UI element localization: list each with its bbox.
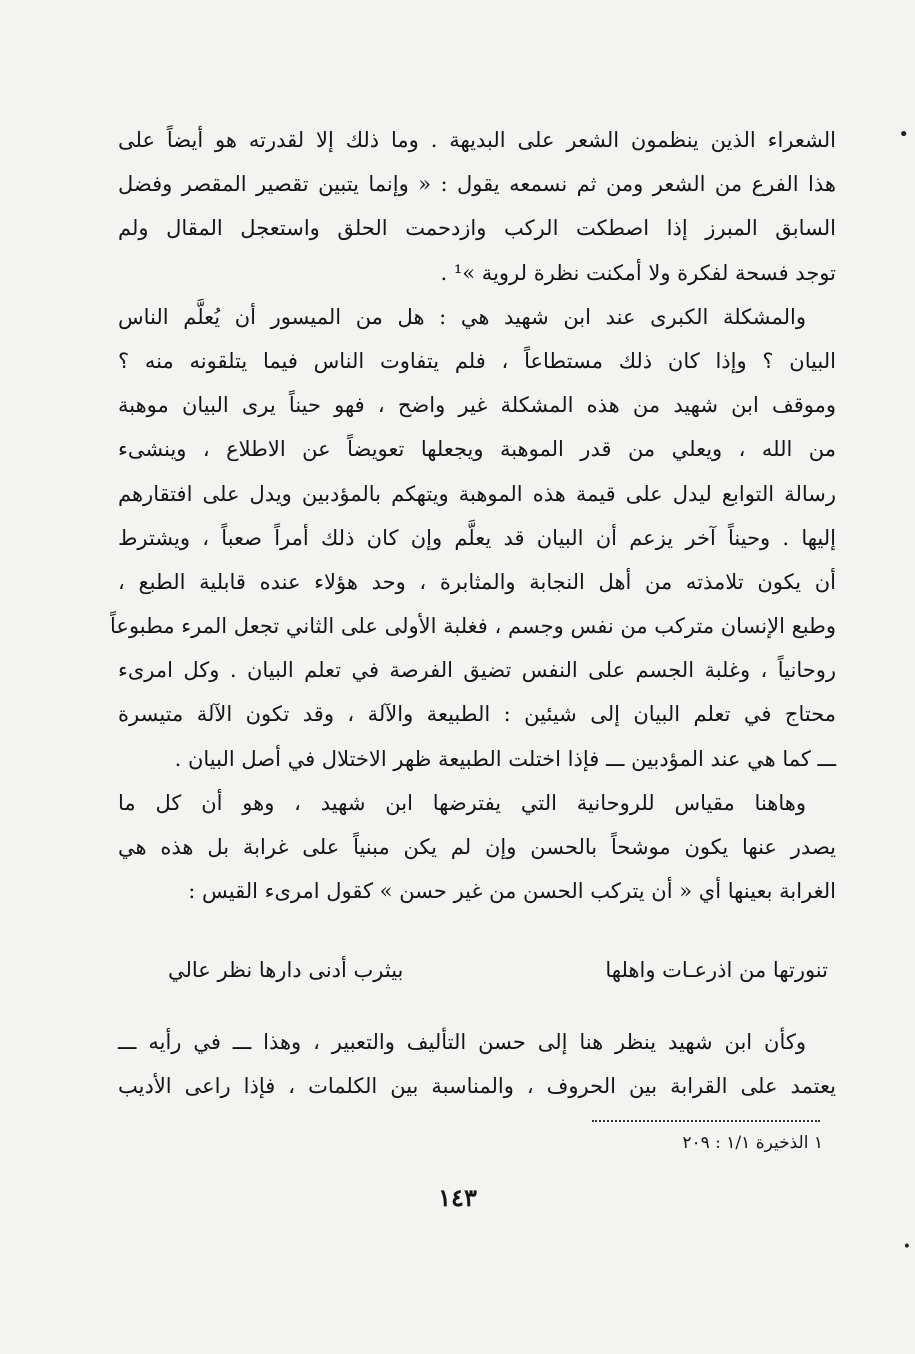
text-line: روحانياً ، وغلبة الجسم على النفس تضيق الفرصة في تعلم البيان . وكل امرىء <box>118 658 836 683</box>
text-line: إليها . وحيناً آخر يزعم أن البيان قد يعلَّم وإن كان ذلك أمراً صعباً ، ويشترط <box>118 525 836 550</box>
text-line: وكأن ابن شهيد ينظر هنا إلى حسن التأليف والتعبير ، وهذا ـــ في رأيه ـــ <box>118 1030 806 1054</box>
text-line: توجد فسحة لفكرة ولا أمكنت نظرة لروية »¹ . <box>440 260 836 285</box>
margin-mark-top: • <box>898 124 909 145</box>
verse-hemistich-second: بيثرب أدنى دارها نظر عالي <box>168 958 404 982</box>
text-line: يعتمد على القرابة بين الحروف ، والمناسبة بين الكلمات ، فإذا راعى الأديب <box>118 1074 836 1099</box>
margin-mark-bottom: • <box>902 1239 911 1255</box>
text-line: محتاج في تعلم البيان إلى شيئين : الطبيعة والآلة ، وقد تكون الآلة متيسرة <box>118 702 836 727</box>
main-text-block <box>110 118 836 913</box>
text-line: وطبع الإنسان متركب من نفس وجسم ، فغلبة الأولى على الثاني تجعل المرء مطبوعاً <box>110 614 836 639</box>
text-line: وموقف ابن شهيد من هذه المشكلة غير واضح ، فهو حيناً يرى البيان موهبة <box>118 393 836 418</box>
text-line: الغرابة بعينها أي « أن يتركب الحسن من غير حسن » كقول امرىء القيس : <box>188 879 836 904</box>
text-line: وهاهنا مقياس للروحانية التي يفترضها ابن شهيد ، وهو أن كل ما <box>118 790 806 815</box>
continuation-text-block <box>118 1020 836 1108</box>
text-line: أن يكون تلامذته من أهل النجابة والمثابرة ، وحد هؤلاء عنده قابلية الطبع ، <box>118 569 836 594</box>
text-line: هذا الفرع من الشعر ومن ثم نسمعه يقول : « وإنما يتبين تقصير المقصر وفضل <box>118 172 836 197</box>
text-line: يصدر عنها يكون موشحاً بالحسن وإن لم يكن مبنياً على غرابة بل هذه هي <box>118 835 836 859</box>
text-line: من الله ، ويعلي من قدر الموهبة ويجعلها تعويضاً عن الاطلاع ، وينشىء <box>118 437 836 462</box>
text-line: رسالة التوابع ليدل على قيمة هذه الموهبة ويتهكم بالمؤدبين ويدل على افتقارهم <box>118 481 836 506</box>
poetry-verse <box>168 950 828 990</box>
verse-hemistich-first: تنورتها من اذرعـات واهلها <box>605 958 828 982</box>
text-line: السابق المبرز إذا اصطكت الركب وازدحمت الحلق واستعجل المقال ولم <box>118 216 836 241</box>
footnote-separator <box>592 1120 820 1122</box>
text-line: الشعراء الذين ينظمون الشعر على البديهة . وما ذلك إلا لقدرته هو أيضاً على <box>118 128 836 152</box>
text-line: والمشكلة الكبرى عند ابن شهيد هي : هل من الميسور أن يُعلَّم الناس <box>118 304 806 329</box>
text-line: البيان ؟ وإذا كان ذلك مستطاعاً ، فلم يتفاوت الناس فيما يتلقونه منه ؟ <box>118 348 836 373</box>
page-number: ١٤٣ <box>438 1183 477 1212</box>
text-line: ـــ كما هي عند المؤدبين ـــ فإذا اختلت الطبيعة ظهر الاختلال في أصل البيان . <box>174 746 836 771</box>
footnote: ١ الذخيرة ١/١ : ٢٠٩ <box>682 1133 823 1153</box>
